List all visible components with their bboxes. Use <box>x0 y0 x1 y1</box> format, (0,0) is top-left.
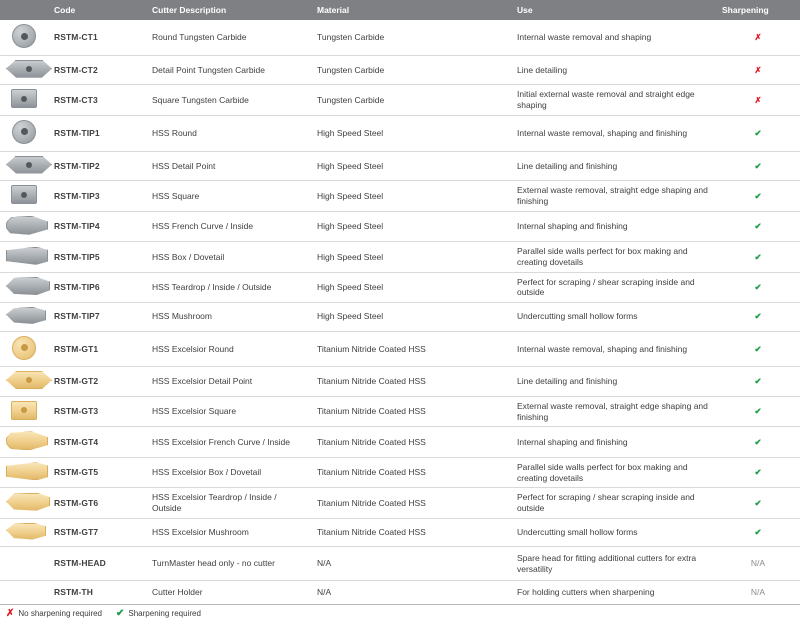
cutter-description: HSS Excelsior French Curve / Inside <box>146 427 311 458</box>
table-row <box>0 115 800 151</box>
cutter-icon-cell <box>0 211 48 242</box>
check-icon: ✔ <box>754 127 762 138</box>
table-row <box>0 367 800 397</box>
cutter-use: External waste removal, straight edge shaping and finishing <box>511 396 716 427</box>
cutter-code: RSTM-TH <box>48 581 146 605</box>
excelsior-mushroom-icon <box>6 523 46 540</box>
sharpening-status <box>716 115 800 151</box>
cutter-description: HSS Box / Dovetail <box>146 242 311 272</box>
sharpening-status <box>716 427 800 458</box>
cutter-code: RSTM-CT3 <box>48 85 146 116</box>
column-header-sharpening: Sharpening <box>716 0 800 20</box>
cutter-material: High Speed Steel <box>311 151 511 181</box>
table-row <box>0 181 800 212</box>
check-icon: ✔ <box>754 436 762 447</box>
cutter-material: High Speed Steel <box>311 272 511 302</box>
cutter-use: Internal shaping and finishing <box>511 427 716 458</box>
cutter-centre-hole-icon <box>21 344 28 351</box>
round-carbide-icon <box>12 24 36 48</box>
cutter-material: High Speed Steel <box>311 115 511 151</box>
sharpening-status <box>716 302 800 331</box>
table-row <box>0 396 800 427</box>
cutter-icon-cell <box>0 458 48 488</box>
cutter-use: Undercutting small hollow forms <box>511 518 716 547</box>
excelsior-detail-point-icon <box>6 371 52 389</box>
cutter-material: Titanium Nitride Coated HSS <box>311 427 511 458</box>
cutter-use: Line detailing <box>511 55 716 85</box>
check-icon: ✔ <box>754 467 762 478</box>
sharpening-status <box>716 331 800 367</box>
cutter-description: HSS Excelsior Round <box>146 331 311 367</box>
cutter-centre-hole-icon <box>21 128 28 135</box>
cutter-centre-hole-icon <box>21 96 27 102</box>
sharpening-status <box>716 211 800 242</box>
sharpening-status <box>716 396 800 427</box>
cutter-code: RSTM-GT7 <box>48 518 146 547</box>
cutter-use: For holding cutters when sharpening <box>511 581 716 605</box>
sharpening-status <box>716 458 800 488</box>
cutter-material: Tungsten Carbide <box>311 85 511 116</box>
cutter-material: Titanium Nitride Coated HSS <box>311 458 511 488</box>
table-row <box>0 85 800 116</box>
cutter-icon-cell <box>0 427 48 458</box>
table-row <box>0 20 800 55</box>
sharpening-status <box>716 518 800 547</box>
excelsior-teardrop-icon <box>6 493 50 511</box>
cutter-centre-hole-icon <box>26 66 32 72</box>
cutter-code: RSTM-TIP5 <box>48 242 146 272</box>
legend-item-no-sharpening <box>6 608 102 619</box>
excelsior-square-icon <box>11 401 37 420</box>
check-icon: ✔ <box>754 343 762 354</box>
cutter-code: RSTM-GT3 <box>48 396 146 427</box>
cutter-code: RSTM-CT2 <box>48 55 146 85</box>
cutter-icon-cell <box>0 367 48 397</box>
excelsior-french-curve-icon <box>6 431 48 450</box>
cutter-material: N/A <box>311 581 511 605</box>
cutter-use: Internal waste removal, shaping and finishing <box>511 115 716 151</box>
cutter-description: HSS Excelsior Square <box>146 396 311 427</box>
table-row <box>0 55 800 85</box>
cutter-icon-cell <box>0 302 48 331</box>
cutter-use: Perfect for scraping / shear scraping inside and outside <box>511 488 716 518</box>
cutter-icon-cell <box>0 547 48 581</box>
cutter-material: High Speed Steel <box>311 181 511 212</box>
cutter-use: Perfect for scraping / shear scraping inside and outside <box>511 272 716 302</box>
cutter-code: RSTM-TIP7 <box>48 302 146 331</box>
hss-french-curve-icon <box>6 216 48 235</box>
cross-icon: ✗ <box>754 64 762 75</box>
cutter-description: HSS Teardrop / Inside / Outside <box>146 272 311 302</box>
cutter-material: High Speed Steel <box>311 211 511 242</box>
cutter-code: RSTM-TIP2 <box>48 151 146 181</box>
cutter-material: Titanium Nitride Coated HSS <box>311 396 511 427</box>
table-row <box>0 518 800 547</box>
cutter-use: Line detailing and finishing <box>511 367 716 397</box>
legend-label-no-sharpening: No sharpening required <box>18 609 102 618</box>
cutter-material: Titanium Nitride Coated HSS <box>311 367 511 397</box>
cross-icon: ✗ <box>754 32 762 42</box>
cutter-description: HSS Round <box>146 115 311 151</box>
cutter-description: TurnMaster head only - no cutter <box>146 547 311 581</box>
sharpening-status <box>716 85 800 116</box>
cross-icon: ✗ <box>6 608 15 619</box>
cutter-code: RSTM-TIP1 <box>48 115 146 151</box>
cutter-code: RSTM-CT1 <box>48 20 146 55</box>
hss-square-icon <box>11 185 37 204</box>
cutter-code: RSTM-TIP4 <box>48 211 146 242</box>
cutter-icon-cell <box>0 151 48 181</box>
hss-round-icon <box>12 120 36 144</box>
check-icon: ✔ <box>754 406 762 417</box>
table-row <box>0 488 800 518</box>
cutter-material: Tungsten Carbide <box>311 20 511 55</box>
cutter-use: Parallel side walls perfect for box making and creating dovetails <box>511 242 716 272</box>
column-header-description: Cutter Description <box>146 0 311 20</box>
sharpening-status <box>716 488 800 518</box>
column-header-icon <box>0 0 48 20</box>
table-row <box>0 547 800 581</box>
cutter-description: Round Tungsten Carbide <box>146 20 311 55</box>
sharpening-status <box>716 20 800 55</box>
table-row <box>0 272 800 302</box>
cutter-code: RSTM-GT6 <box>48 488 146 518</box>
check-icon: ✔ <box>754 251 762 262</box>
cutter-material: Titanium Nitride Coated HSS <box>311 331 511 367</box>
cutter-material: Titanium Nitride Coated HSS <box>311 518 511 547</box>
cutter-code: RSTM-GT2 <box>48 367 146 397</box>
detail-point-carbide-icon <box>6 60 52 78</box>
sharpening-status <box>716 272 800 302</box>
cutter-icon-cell <box>0 181 48 212</box>
legend-item-sharpening <box>116 608 201 619</box>
check-icon: ✔ <box>754 190 762 201</box>
cutter-description: HSS Excelsior Teardrop / Inside / Outside <box>146 488 311 518</box>
cross-icon: ✗ <box>754 94 762 105</box>
check-icon: ✔ <box>754 527 762 537</box>
cutter-description: HSS Mushroom <box>146 302 311 331</box>
table-body <box>0 20 800 605</box>
cutter-description: HSS French Curve / Inside <box>146 211 311 242</box>
cutter-use: Internal shaping and finishing <box>511 211 716 242</box>
cutter-icon-cell <box>0 55 48 85</box>
cutter-material: Tungsten Carbide <box>311 55 511 85</box>
sharpening-status <box>716 367 800 397</box>
cutter-icon-cell <box>0 518 48 547</box>
cutter-material: Titanium Nitride Coated HSS <box>311 488 511 518</box>
cutter-material: N/A <box>311 547 511 581</box>
cutter-code: RSTM-TIP3 <box>48 181 146 212</box>
check-icon: ✔ <box>754 376 762 387</box>
column-header-material: Material <box>311 0 511 20</box>
cutter-centre-hole-icon <box>21 192 27 198</box>
cutter-icon-cell <box>0 272 48 302</box>
check-icon: ✔ <box>116 608 125 619</box>
cutter-icon-cell <box>0 396 48 427</box>
cutter-description: HSS Excelsior Detail Point <box>146 367 311 397</box>
cutter-centre-hole-icon <box>26 377 32 383</box>
sharpening-status <box>716 547 800 581</box>
table-header <box>0 0 800 20</box>
table-row <box>0 581 800 605</box>
column-header-use: Use <box>511 0 716 20</box>
cutter-centre-hole-icon <box>26 162 32 168</box>
sharpening-status <box>716 181 800 212</box>
cutter-material: High Speed Steel <box>311 242 511 272</box>
check-icon: ✔ <box>754 311 762 322</box>
cutter-code: RSTM-GT1 <box>48 331 146 367</box>
cutter-icon-cell <box>0 331 48 367</box>
sharpening-status <box>716 151 800 181</box>
table-header-row <box>0 0 800 20</box>
cutter-code: RSTM-GT4 <box>48 427 146 458</box>
sharpening-status <box>716 242 800 272</box>
hss-teardrop-icon <box>6 277 50 295</box>
cutter-use: Undercutting small hollow forms <box>511 302 716 331</box>
cutter-use: Line detailing and finishing <box>511 151 716 181</box>
cutter-code: RSTM-HEAD <box>48 547 146 581</box>
not-applicable-label: N/A <box>750 587 766 598</box>
hss-mushroom-icon <box>6 307 46 324</box>
cutter-material: High Speed Steel <box>311 302 511 331</box>
cutter-description: HSS Square <box>146 181 311 212</box>
table-row <box>0 331 800 367</box>
check-icon: ✔ <box>754 497 762 508</box>
cutter-use: Internal waste removal, shaping and finishing <box>511 331 716 367</box>
cutter-use: Parallel side walls perfect for box making and creating dovetails <box>511 458 716 488</box>
excelsior-round-icon <box>12 336 36 360</box>
cutter-description: Detail Point Tungsten Carbide <box>146 55 311 85</box>
square-carbide-icon <box>11 89 37 108</box>
cutter-description: Square Tungsten Carbide <box>146 85 311 116</box>
cutter-icon-cell <box>0 242 48 272</box>
table-row <box>0 242 800 272</box>
cutter-icon-cell <box>0 85 48 116</box>
cutter-description: HSS Excelsior Mushroom <box>146 518 311 547</box>
cutter-use: Spare head for fitting additional cutters for extra versatility <box>511 547 716 581</box>
cutter-icon-cell <box>0 20 48 55</box>
cutter-icon-cell <box>0 488 48 518</box>
check-icon: ✔ <box>754 160 762 171</box>
cutter-use: External waste removal, straight edge shaping and finishing <box>511 181 716 212</box>
excelsior-box-dovetail-icon <box>6 462 48 480</box>
sharpening-status <box>716 581 800 605</box>
cutter-use: Initial external waste removal and straight edge shaping <box>511 85 716 116</box>
cutter-centre-hole-icon <box>21 407 27 413</box>
table-row <box>0 302 800 331</box>
cutter-description: HSS Detail Point <box>146 151 311 181</box>
check-icon: ✔ <box>754 281 762 292</box>
cutter-use: Internal waste removal and shaping <box>511 20 716 55</box>
cutter-icon-cell <box>0 115 48 151</box>
table-row <box>0 151 800 181</box>
hss-box-dovetail-icon <box>6 247 48 265</box>
table-row <box>0 458 800 488</box>
table-row <box>0 211 800 242</box>
legend <box>0 605 800 619</box>
cutter-description: Cutter Holder <box>146 581 311 605</box>
cutter-code: RSTM-GT5 <box>48 458 146 488</box>
cutter-description: HSS Excelsior Box / Dovetail <box>146 458 311 488</box>
cutter-code: RSTM-TIP6 <box>48 272 146 302</box>
hss-detail-point-icon <box>6 156 52 174</box>
legend-label-sharpening: Sharpening required <box>128 609 201 618</box>
sharpening-status <box>716 55 800 85</box>
cutter-centre-hole-icon <box>21 33 28 40</box>
not-applicable-label: N/A <box>750 558 766 569</box>
cutter-icon-cell <box>0 581 48 605</box>
table-row <box>0 427 800 458</box>
column-header-code: Code <box>48 0 146 20</box>
check-icon: ✔ <box>754 221 762 232</box>
